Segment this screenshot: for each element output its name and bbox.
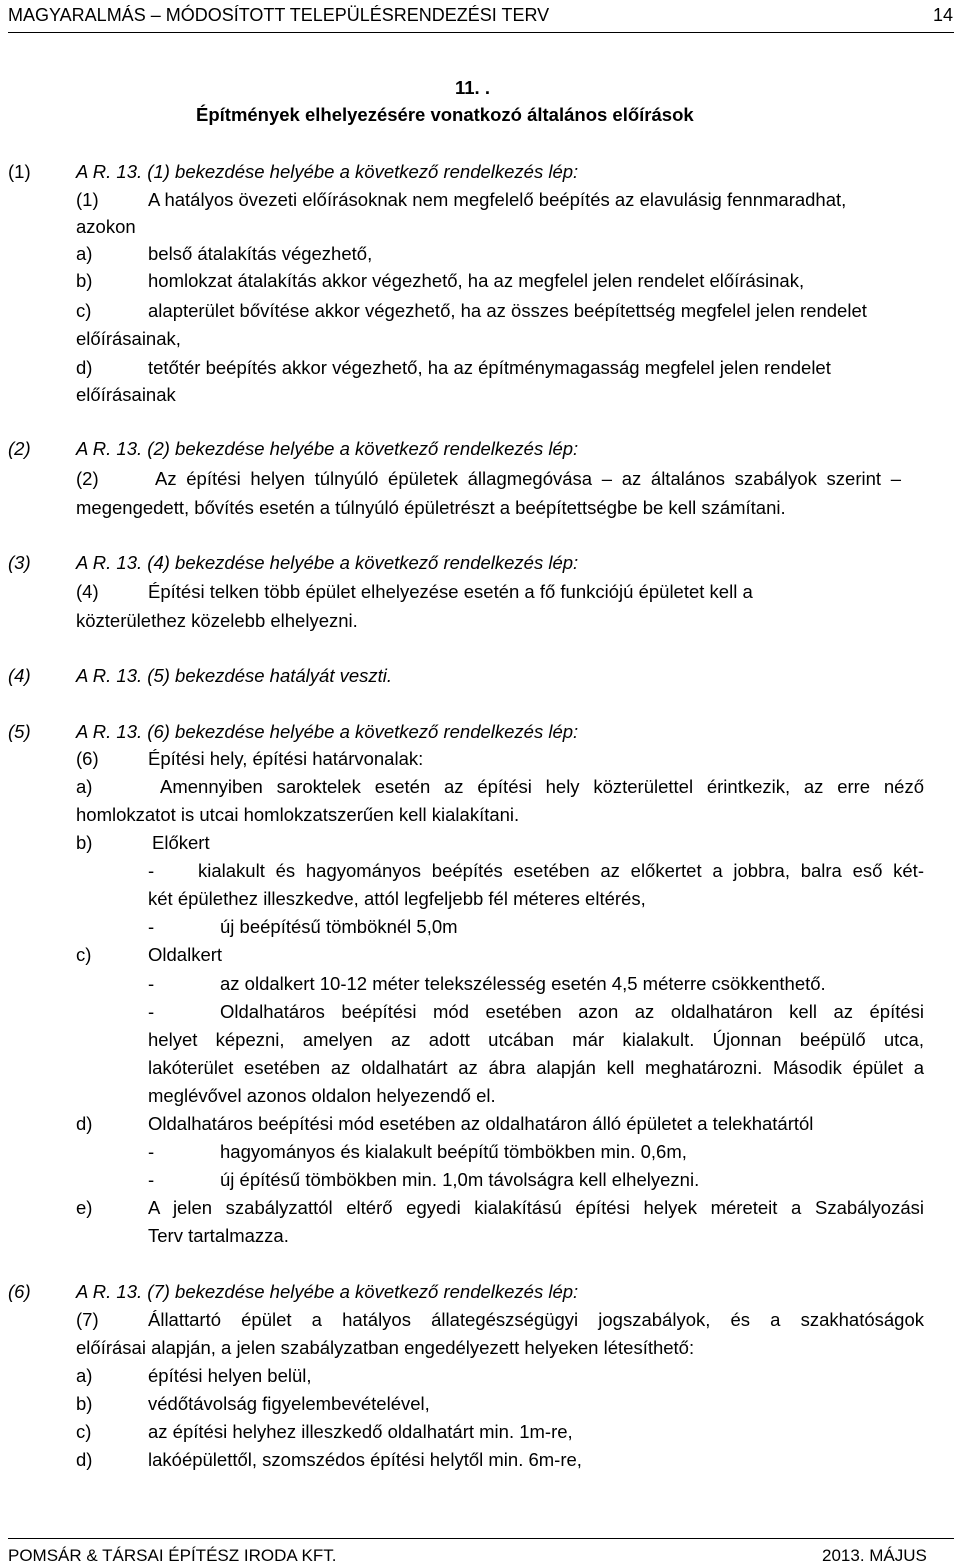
point-label: b)	[76, 832, 93, 853]
item-number: (2)	[8, 438, 31, 459]
header-rule	[8, 32, 954, 33]
page-number: 14	[933, 5, 954, 25]
list-dash: -	[148, 1141, 155, 1162]
list-item: új beépítésű tömböknél 5,0m	[220, 916, 458, 937]
point-text: építési helyen belül,	[148, 1365, 312, 1386]
item-intro: A R. 13. (5) bekezdése hatályát veszti.	[76, 665, 393, 686]
list-dash: -	[148, 860, 155, 881]
footer-rule	[8, 1538, 954, 1539]
point-text: lakóépülettől, szomszédos építési helytől min. 6m-re,	[148, 1449, 582, 1470]
point-label: a)	[76, 243, 93, 264]
paragraph-text: megengedett, bővítés esetén a túlnyúló épületrészt a beépítettségbe be kell számítani.	[76, 497, 786, 518]
item-number: (5)	[8, 721, 31, 742]
point-label: a)	[76, 1365, 93, 1386]
point-text: homlokzat átalakítás akkor végezhető, ha az megfelel jelen rendelet előírásinak,	[148, 270, 805, 291]
point-text: védőtávolság figyelembevételével,	[148, 1393, 430, 1414]
point-text: tetőtér beépítés akkor végezhető, ha az építménymagasság megfelel jelen rendelet	[148, 357, 831, 378]
list-dash: -	[148, 973, 155, 994]
list-item-continued: meglévővel azonos oldalon helyezendő el.	[148, 1085, 496, 1106]
list-dash: -	[148, 1169, 155, 1190]
point-label: d)	[76, 357, 93, 378]
point-label: d)	[76, 1449, 93, 1470]
header-title: MAGYARALMÁS – MÓDOSÍTOTT TELEPÜLÉSRENDEZÉSI TERV	[8, 5, 550, 25]
point-text: Amennyiben saroktelek esetén az építési hely közterülettel érintkezik, az erre néző	[160, 776, 924, 797]
point-text: belső átalakítás végezhető,	[148, 243, 373, 264]
point-text-continued: előírásainak,	[76, 328, 181, 349]
point-label: c)	[76, 1421, 92, 1442]
paragraph-text: azokon	[76, 216, 136, 237]
point-text: alapterület bővítése akkor végezhető, ha az összes beépítettség megfelel jelen rendelet	[148, 300, 867, 321]
point-text: A jelen szabályzattól eltérő egyedi kialakítású építési helyek méreteit a Szabályozási	[148, 1197, 924, 1218]
section-title: Építmények elhelyezésére vonatkozó általános előírások	[196, 104, 694, 125]
list-item-continued: két épülethez illeszkedve, attól legfeljebb fél méteres eltérés,	[148, 888, 646, 909]
paragraph-number: (7)	[76, 1309, 99, 1330]
point-text: Oldalkert	[148, 944, 223, 965]
list-item: kialakult és hagyományos beépítés esetében az előkertet a jobbra, balra eső két-	[198, 860, 924, 881]
list-item: hagyományos és kialakult beépítű tömbökben min. 0,6m,	[220, 1141, 687, 1162]
point-text: az építési helyhez illeszkedő oldalhatárt min. 1m-re,	[148, 1421, 573, 1442]
point-label: c)	[76, 944, 92, 965]
item-number: (6)	[8, 1281, 31, 1302]
point-text: Előkert	[152, 832, 210, 853]
paragraph-number: (1)	[76, 189, 99, 210]
point-text-continued: Terv tartalmazza.	[148, 1225, 289, 1246]
paragraph-text: előírásai alapján, a jelen szabályzatban engedélyezett helyeken létesíthető:	[76, 1337, 695, 1358]
paragraph-text: Építési telken több épület elhelyezése esetén a fő funkciójú épületet kell a	[148, 581, 753, 602]
item-number: (3)	[8, 552, 31, 573]
paragraph-number: (4)	[76, 581, 99, 602]
paragraph-text: Állattartó épület a hatályos állategészségügyi jogszabályok, és a szakhatóságok	[148, 1309, 924, 1330]
paragraph-number: (6)	[76, 748, 99, 769]
point-label: e)	[76, 1197, 93, 1218]
point-label: a)	[76, 776, 93, 797]
item-intro: A R. 13. (1) bekezdése helyébe a következő rendelkezés lép:	[76, 161, 579, 182]
point-label: c)	[76, 300, 92, 321]
item-intro: A R. 13. (2) bekezdése helyébe a következő rendelkezés lép:	[76, 438, 579, 459]
paragraph-text: közterülethez közelebb elhelyezni.	[76, 610, 358, 631]
point-text-continued: homlokzatot is utcai homlokzatszerűen kell kialakítani.	[76, 804, 520, 825]
point-label: b)	[76, 270, 93, 291]
item-intro: A R. 13. (6) bekezdése helyébe a következő rendelkezés lép:	[76, 721, 579, 742]
point-label: b)	[76, 1393, 93, 1414]
list-item-continued: lakóterület esetében az oldalhatárt az ábra alapján kell meghatározni. Második épület a	[148, 1057, 924, 1078]
list-item: Oldalhatáros beépítési mód esetében azon az oldalhatáron kell az építési	[220, 1001, 924, 1022]
point-text: Oldalhatáros beépítési mód esetében az oldalhatáron álló épületet a telekhatártól	[148, 1113, 814, 1134]
footer-company: POMSÁR & TÁRSAI ÉPÍTÉSZ IRODA KFT.	[8, 1546, 337, 1565]
item-number: (1)	[8, 161, 31, 182]
paragraph-text: Az építési helyen túlnyúló épületek állagmegóvása – az általános szabályok szerint –	[155, 468, 901, 489]
paragraph-text: Építési hely, építési határvonalak:	[148, 748, 424, 769]
point-text-continued: előírásainak	[76, 384, 176, 405]
list-dash: -	[148, 1001, 155, 1022]
paragraph-text: A hatályos övezeti előírásoknak nem megfelelő beépítés az elavulásig fennmaradhat,	[148, 189, 847, 210]
footer-date: 2013. MÁJUS	[822, 1546, 927, 1565]
list-item: új építésű tömbökben min. 1,0m távolságra kell elhelyezni.	[220, 1169, 700, 1190]
list-dash: -	[148, 916, 155, 937]
point-label: d)	[76, 1113, 93, 1134]
list-item-continued: helyet képezni, amelyen az adott utcában már kialakult. Újonnan beépülő utca,	[148, 1029, 924, 1050]
item-number: (4)	[8, 665, 31, 686]
paragraph-number: (2)	[76, 468, 99, 489]
list-item: az oldalkert 10-12 méter telekszélesség esetén 4,5 méterre csökkenthető.	[220, 973, 826, 994]
section-number: 11. .	[455, 77, 490, 98]
item-intro: A R. 13. (7) bekezdése helyébe a következő rendelkezés lép:	[76, 1281, 579, 1302]
item-intro: A R. 13. (4) bekezdése helyébe a következő rendelkezés lép:	[76, 552, 579, 573]
